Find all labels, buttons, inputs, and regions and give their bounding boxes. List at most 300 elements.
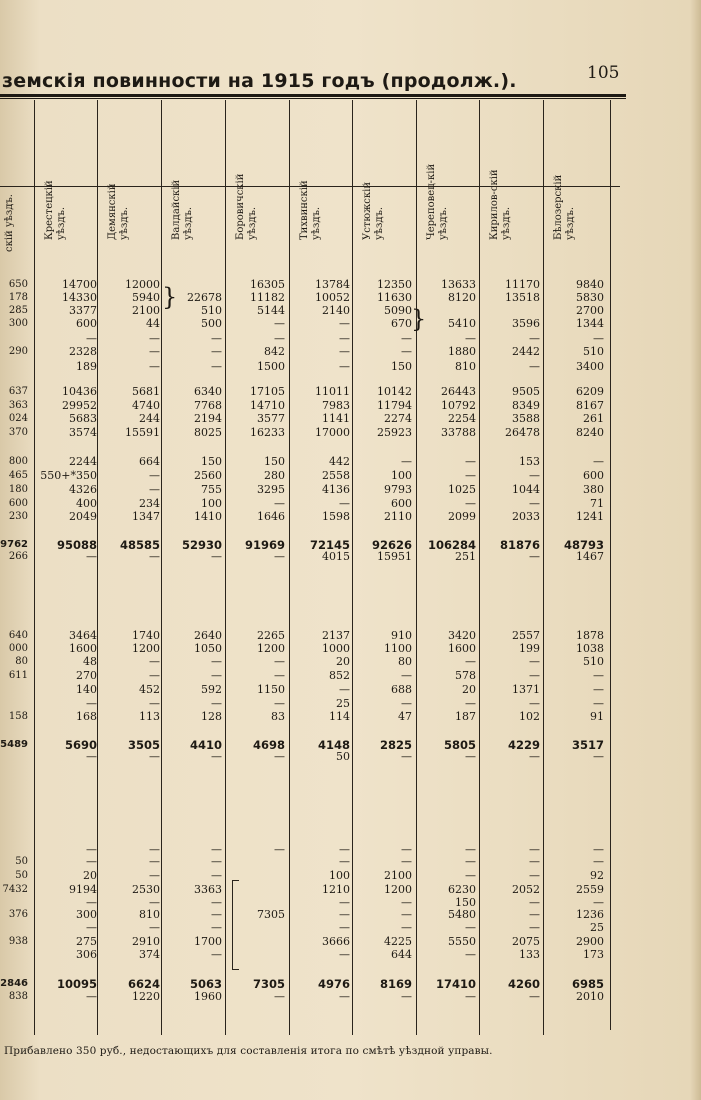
left-cell: 938 [8,936,28,947]
table-cell: — [211,655,222,668]
table-cell: 26478 [505,426,540,439]
table-cell: 17105 [250,385,285,398]
table-cell: — [149,332,160,345]
left-cell: 180 [8,484,28,495]
table-cell: 600 [391,497,412,510]
table-cell: 25 [336,697,350,710]
table-cell: 251 [455,550,476,563]
table-cell: 26443 [441,385,476,398]
table-cell: — [465,948,476,961]
table-cell: — [529,843,540,856]
table-cell: 71 [590,497,604,510]
table-cell: — [274,843,285,856]
table-cell: 1100 [384,642,412,655]
table-cell: — [211,669,222,682]
table-cell: — [274,332,285,345]
table-cell: 6230 [448,883,476,896]
table-cell: 6209 [576,385,604,398]
table-cell: — [593,669,604,682]
column-header [299,104,339,240]
table-cell: 3295 [257,483,285,496]
table-cell: 1740 [132,629,160,642]
table-cell: — [593,855,604,868]
total-cell: 7305 [252,977,285,991]
table-cell: 150 [455,896,476,909]
total-cell: 4698 [252,738,285,752]
total-cell: 10095 [56,977,97,991]
table-cell: 1600 [69,642,97,655]
column-divider [97,100,98,1035]
table-cell: 600 [583,469,604,482]
table-cell: 2328 [69,345,97,358]
total-cell: 8169 [379,977,412,991]
table-cell: 2137 [322,629,350,642]
column-header-label: Крестецкій уѣздъ. [44,180,67,240]
table-cell: — [465,750,476,763]
table-cell: 47 [398,710,412,723]
total-cell: 6624 [127,977,160,991]
table-cell: — [401,669,412,682]
table-cell: — [211,550,222,563]
table-cell: — [465,843,476,856]
table-cell: — [593,683,604,696]
table-cell: 14330 [62,291,97,304]
table-cell: 234 [139,497,160,510]
table-cell: 150 [201,455,222,468]
table-cell: — [211,332,222,345]
table-cell: 810 [455,360,476,373]
table-cell: 11794 [377,399,412,412]
table-cell: 5683 [69,412,97,425]
left-cell: 838 [8,991,28,1002]
table-cell: 102 [519,710,540,723]
table-cell: — [529,896,540,909]
table-cell: 244 [139,412,160,425]
table-cell: 1038 [576,642,604,655]
table-cell: 510 [583,655,604,668]
total-cell: 5063 [189,977,222,991]
table-cell: 5480 [448,908,476,921]
table-cell: 670 [391,317,412,330]
table-cell: — [274,655,285,668]
left-cell: 5489 [0,739,28,750]
table-cell: — [211,750,222,763]
left-cell: 370 [8,427,28,438]
table-cell: — [339,990,350,1003]
table-cell: 510 [583,345,604,358]
table-cell: 4326 [69,483,97,496]
left-cell: 024 [8,413,28,424]
table-cell: — [465,469,476,482]
left-cell: 637 [8,386,28,397]
table-cell: — [149,869,160,882]
bracket [232,880,239,970]
table-cell: 3666 [322,935,350,948]
total-cell: 2825 [379,738,412,752]
table-cell: 5090 [384,304,412,317]
table-cell: 173 [583,948,604,961]
table-cell: 664 [139,455,160,468]
total-cell: 3505 [127,738,160,752]
table-cell: 20 [336,655,350,668]
table-cell: 7305 [257,908,285,921]
table-cell: — [274,317,285,330]
table-cell: 13784 [315,278,350,291]
table-cell: 11182 [250,291,285,304]
left-cell: 000 [8,643,28,654]
table-cell: — [149,669,160,682]
table-cell: 4740 [132,399,160,412]
table-cell: 1646 [257,510,285,523]
table-cell: — [339,855,350,868]
table-cell: — [339,896,350,909]
table-cell: 3420 [448,629,476,642]
table-cell: 9194 [69,883,97,896]
table-cell: 1236 [576,908,604,921]
table-cell: — [211,697,222,710]
total-cell: 48793 [563,538,604,552]
table-cell: 20 [462,683,476,696]
table-cell: — [339,345,350,358]
table-cell: 3377 [69,304,97,317]
table-cell: 140 [76,683,97,696]
table-cell: 17000 [315,426,350,439]
table-cell: — [86,332,97,345]
table-cell: — [401,697,412,710]
table-cell: 2558 [322,469,350,482]
table-cell: — [593,697,604,710]
total-cell: 4260 [507,977,540,991]
left-cell: 7432 [2,884,28,895]
table-cell: 380 [583,483,604,496]
table-cell: — [149,855,160,868]
table-cell: 133 [519,948,540,961]
table-cell: 442 [329,455,350,468]
column-header-left [4,104,32,252]
table-cell: 2265 [257,629,285,642]
table-cell: 2559 [576,883,604,896]
column-header [107,104,147,240]
table-cell: — [274,669,285,682]
table-cell: — [211,948,222,961]
left-cell: 800 [8,456,28,467]
total-cell: 17410 [435,977,476,991]
table-cell: — [401,332,412,345]
table-cell: 48 [83,655,97,668]
left-cell: 640 [8,630,28,641]
column-divider [610,100,611,1030]
column-header-label: Череповец-кій уѣздъ. [426,163,449,240]
table-cell: 11170 [505,278,540,291]
left-cell: 611 [8,670,28,681]
table-cell: 5410 [448,317,476,330]
table-cell: 270 [76,669,97,682]
table-cell: 2033 [512,510,540,523]
table-cell: 83 [271,710,285,723]
table-cell: 3574 [69,426,97,439]
table-cell: — [529,332,540,345]
table-cell: 5830 [576,291,604,304]
table-cell: — [149,697,160,710]
table-cell: 12000 [125,278,160,291]
left-cell: 285 [8,305,28,316]
table-cell: 1878 [576,629,604,642]
table-cell: — [211,908,222,921]
table-cell: 168 [76,710,97,723]
table-cell: — [274,990,285,1003]
table-cell: — [339,921,350,934]
brace: } [162,283,178,311]
table-cell: 2110 [384,510,412,523]
column-header-label: Демянскій уѣздъ. [107,183,130,240]
table-cell: — [465,921,476,934]
table-cell: 8349 [512,399,540,412]
table-cell: 500 [201,317,222,330]
total-cell: 3517 [571,738,604,752]
total-cell: 52930 [181,538,222,552]
table-cell: — [529,655,540,668]
total-cell: 48585 [119,538,160,552]
table-cell: 374 [139,948,160,961]
left-cell: 376 [8,909,28,920]
left-cell: 290 [8,346,28,357]
table-cell: 3588 [512,412,540,425]
total-cell: 106284 [427,538,476,552]
table-cell: 510 [201,304,222,317]
table-cell: 550+*350 [40,469,97,482]
table-cell: 113 [139,710,160,723]
table-cell: — [465,655,476,668]
table-cell: 16305 [250,278,285,291]
table-cell: 5550 [448,935,476,948]
column-header-label: Устюжскій уѣздъ. [362,182,385,240]
table-cell: — [339,683,350,696]
table-cell: — [211,869,222,882]
table-cell: 150 [391,360,412,373]
table-cell: 842 [264,345,285,358]
table-cell: — [401,345,412,358]
table-cell: — [149,483,160,496]
table-cell: — [529,550,540,563]
table-cell: 5681 [132,385,160,398]
table-cell: — [401,908,412,921]
table-cell: — [149,550,160,563]
table-cell: 2557 [512,629,540,642]
table-cell: 8167 [576,399,604,412]
header-rule-thin [0,98,626,99]
table-cell: — [86,990,97,1003]
total-cell: 6985 [571,977,604,991]
table-cell: 16233 [250,426,285,439]
table-cell: 10052 [315,291,350,304]
table-cell: — [529,497,540,510]
table-cell: 2640 [194,629,222,642]
table-cell: — [529,750,540,763]
total-cell: 72145 [309,538,350,552]
page-number: 105 [587,63,620,83]
table-cell: 22678 [187,291,222,304]
table-cell: — [86,921,97,934]
table-cell: 7768 [194,399,222,412]
column-header-label: Тихвинскій уѣздъ. [299,180,322,240]
table-cell: — [593,843,604,856]
table-cell: 114 [329,710,350,723]
table-cell: — [465,455,476,468]
table-cell: 2900 [576,935,604,948]
table-cell: — [593,896,604,909]
table-cell: 25923 [377,426,412,439]
table-cell: 1600 [448,642,476,655]
total-cell: 95088 [56,538,97,552]
table-cell: 8240 [576,426,604,439]
table-cell: — [465,332,476,345]
table-cell: — [529,869,540,882]
table-cell: 1500 [257,360,285,373]
table-cell: 2099 [448,510,476,523]
table-cell: 2274 [384,412,412,425]
left-cell: 158 [8,711,28,722]
table-cell: — [339,317,350,330]
table-cell: 15951 [377,550,412,563]
column-header-label: Валдайскій уѣздъ. [171,179,194,240]
table-cell: — [86,855,97,868]
table-cell: 8120 [448,291,476,304]
column-header-label: Боровичскій уѣздъ. [235,173,258,240]
total-cell: 4229 [507,738,540,752]
table-cell: — [339,332,350,345]
table-cell: 2254 [448,412,476,425]
table-cell: 592 [201,683,222,696]
table-cell: — [211,843,222,856]
table-cell: 15591 [125,426,160,439]
table-cell: — [339,497,350,510]
header-rule [0,94,626,97]
table-cell: 3596 [512,317,540,330]
table-cell: — [529,669,540,682]
table-cell: 2052 [512,883,540,896]
table-cell: 852 [329,669,350,682]
table-cell: — [211,921,222,934]
table-cell: 261 [583,412,604,425]
table-cell: 1044 [512,483,540,496]
column-header-label: Бѣлозерскій уѣздъ. [553,174,576,240]
table-cell: 578 [455,669,476,682]
table-cell: — [86,750,97,763]
table-cell: — [211,896,222,909]
table-cell: 25 [590,921,604,934]
left-cell: 80 [15,656,28,667]
column-divider [34,100,35,1035]
table-cell: 688 [391,683,412,696]
table-cell: — [465,990,476,1003]
table-cell: 452 [139,683,160,696]
table-cell: 755 [201,483,222,496]
table-cell: 187 [455,710,476,723]
column-header [489,104,529,240]
table-cell: 128 [201,710,222,723]
table-cell: — [149,921,160,934]
table-cell: 44 [146,317,160,330]
table-cell: 10792 [441,399,476,412]
table-cell: 14710 [250,399,285,412]
table-cell: 189 [76,360,97,373]
left-cell: 363 [8,400,28,411]
table-cell: — [465,869,476,882]
table-cell: 199 [519,642,540,655]
table-cell: 11630 [377,291,412,304]
table-cell: 9840 [576,278,604,291]
table-cell: 92 [590,869,604,882]
table-cell: 1000 [322,642,350,655]
table-cell: 13518 [505,291,540,304]
total-cell: 4148 [317,738,350,752]
left-cell: 650 [8,279,28,290]
table-cell: — [274,550,285,563]
table-cell: 1220 [132,990,160,1003]
table-cell: — [401,843,412,856]
total-cell: 91969 [244,538,285,552]
column-header [553,104,593,240]
table-cell: 644 [391,948,412,961]
table-cell: — [465,697,476,710]
table-cell: 1371 [512,683,540,696]
table-cell: 1880 [448,345,476,358]
table-cell: — [86,697,97,710]
column-header [426,104,466,240]
table-cell: 3577 [257,412,285,425]
total-cell: 4410 [189,738,222,752]
table-cell: — [401,921,412,934]
table-cell: 1347 [132,510,160,523]
table-cell: — [529,908,540,921]
table-cell: 2700 [576,304,604,317]
table-cell: 1598 [322,510,350,523]
left-cell: 266 [8,551,28,562]
table-cell: 810 [139,908,160,921]
table-cell: 2194 [194,412,222,425]
table-cell: 3400 [576,360,604,373]
table-cell: 2244 [69,455,97,468]
table-cell: 13633 [441,278,476,291]
left-cell: 300 [8,318,28,329]
left-cell: 178 [8,292,28,303]
table-cell: 5940 [132,291,160,304]
table-cell: 4225 [384,935,412,948]
table-cell: 280 [264,469,285,482]
table-cell: — [529,990,540,1003]
table-cell: 1200 [132,642,160,655]
table-cell: 9505 [512,385,540,398]
table-cell: 5144 [257,304,285,317]
table-cell: — [529,469,540,482]
column-divider [225,100,226,1035]
table-cell: — [211,855,222,868]
column-header [44,104,84,240]
total-cell: 92626 [371,538,412,552]
table-cell: 1200 [384,883,412,896]
table-cell: 1150 [257,683,285,696]
table-cell: — [274,497,285,510]
table-cell: 1141 [322,412,350,425]
left-cell: 50 [15,856,28,867]
table-cell: — [149,750,160,763]
table-cell: — [274,750,285,763]
table-cell: 10142 [377,385,412,398]
table-cell: — [149,360,160,373]
table-cell: — [149,843,160,856]
table-cell: — [149,469,160,482]
table-cell: 306 [76,948,97,961]
